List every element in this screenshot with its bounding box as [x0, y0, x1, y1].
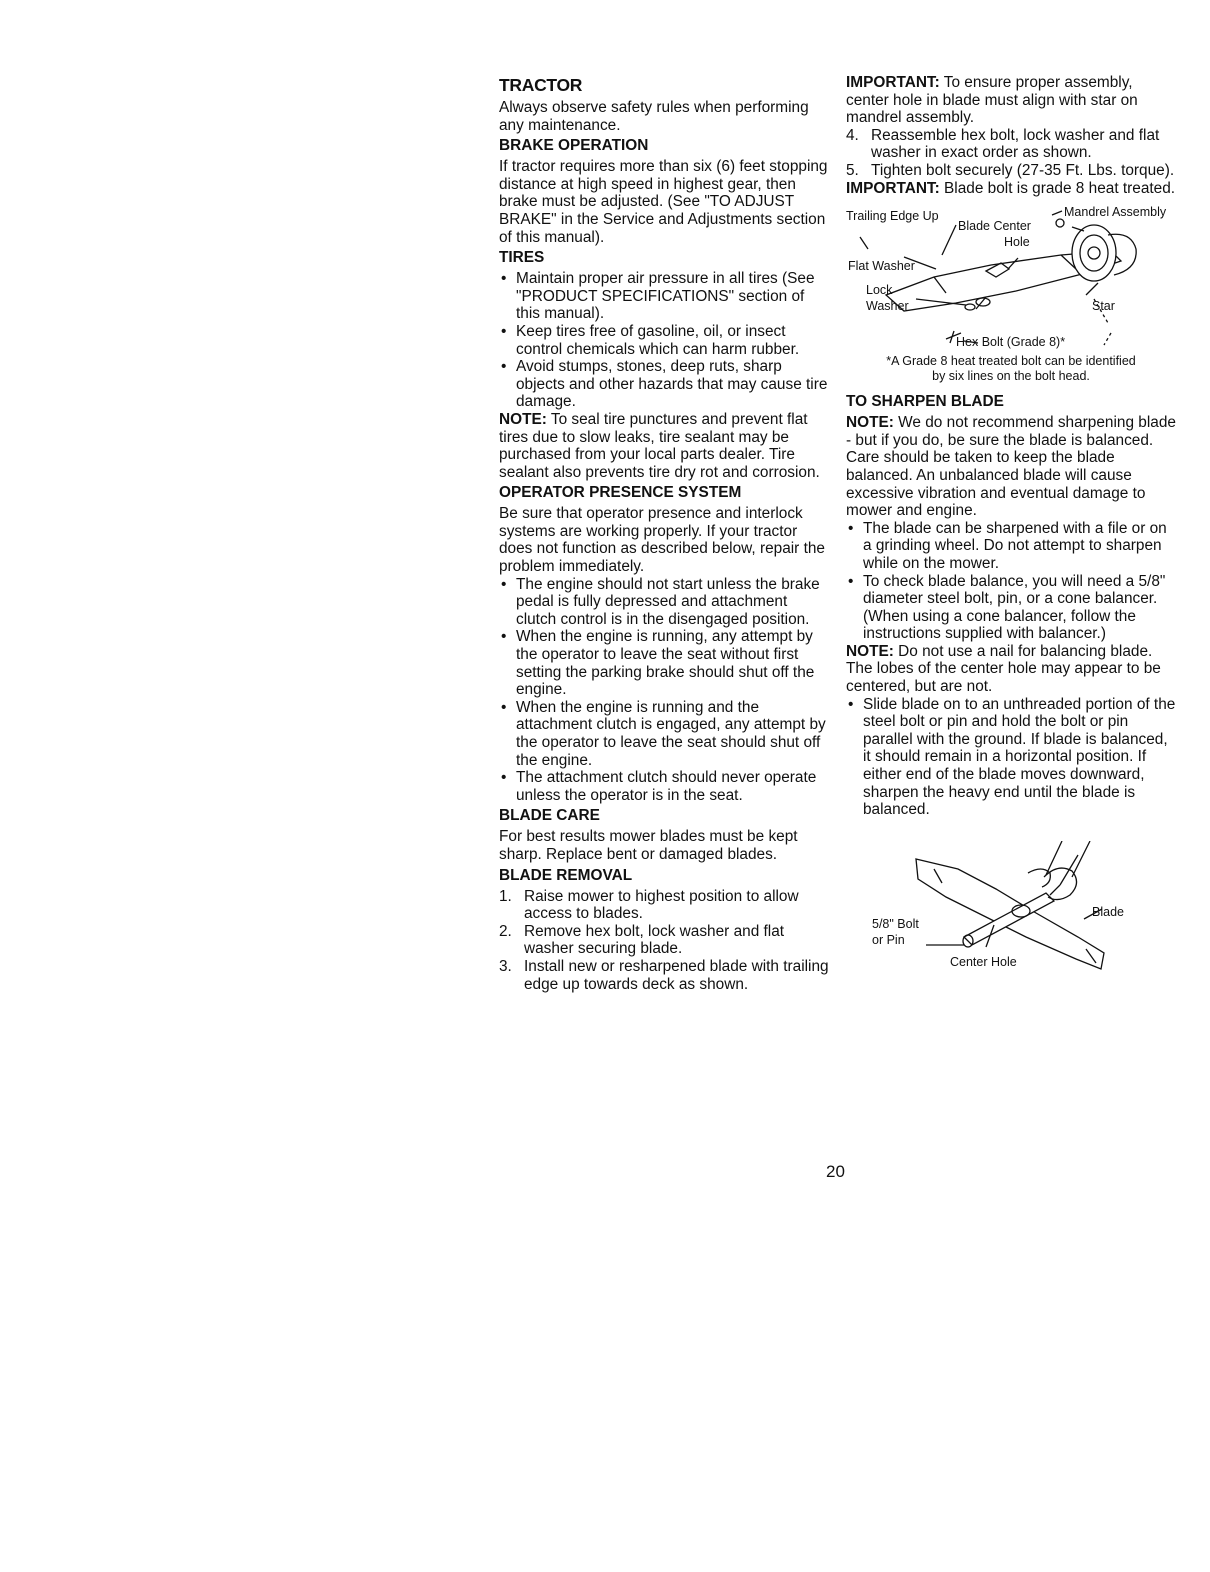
step-number: 5. [846, 161, 859, 179]
blade-balance-diagram [846, 841, 1176, 1006]
important-text: To ensure proper assembly, center hole in blade must align with star on mandrel assembly. [846, 74, 1138, 127]
list-item: • Slide blade on to an unthreaded portion of the steel bolt or pin and hold the bolt or pin parallel with the ground. If blade is balanced, it should remain in a horizontal position. If either end of the blade moves downward, sharpen the heavy end until the blade is balanced. [846, 696, 1176, 819]
reassembly-steps [846, 127, 1176, 180]
tires-note [499, 411, 829, 481]
list-item: • Avoid stumps, stones, deep ruts, sharp objects and other hazards that may cause tire damage. [499, 358, 829, 411]
heading-tires: TIRES [499, 249, 545, 267]
label-washer: Washer [866, 299, 909, 314]
heading-to-sharpen-blade: TO SHARPEN BLADE [846, 393, 1004, 411]
important-label: IMPORTANT: [846, 179, 940, 197]
step-text: Remove hex bolt, lock washer and flat washer securing blade. [524, 922, 785, 958]
ops-text: Be sure that operator presence and interlock systems are working properly. If your tractor does not function as described below, repair the problem immediately. [499, 505, 825, 576]
label-lock: Lock [866, 283, 893, 298]
list-item: • The blade can be sharpened with a file or on a grinding wheel. Do not attempt to sharpen while on the mower. [846, 520, 1176, 573]
step-text: Reassemble hex bolt, lock washer and flat washer in exact order as shown. [871, 126, 1160, 162]
label-hole: Hole [1004, 235, 1030, 250]
label-or-pin: or Pin [872, 932, 905, 947]
list-item [846, 162, 1176, 180]
blade-assembly-diagram [846, 203, 1176, 351]
step-text: Install new or resharpened blade with trailing edge up towards deck as shown. [524, 957, 829, 993]
tires-list [499, 270, 829, 411]
list-item: • To check blade balance, you will need a 5/8" diameter steel bolt, pin, or a cone balancer. (When using a cone balancer, follow the instructions supplied with balancer.) [846, 573, 1176, 643]
sharpen-text: Care should be taken to keep the blade balanced. An unbalanced blade will cause excessive vibration and eventual damage to mower and engine. [846, 449, 1146, 520]
heading-brake-operation: BRAKE OPERATION [499, 137, 649, 155]
balance-note [846, 643, 1176, 696]
right-column [846, 74, 1176, 1006]
important-label: IMPORTANT: [846, 74, 940, 91]
list-item [499, 958, 829, 993]
note-label: NOTE: [846, 642, 894, 660]
intro-text: Always observe safety rules when performing any maintenance. [499, 99, 809, 134]
heading-blade-care: BLADE CARE [499, 807, 600, 825]
important-assembly [846, 74, 1176, 127]
heading-blade-removal: BLADE REMOVAL [499, 866, 633, 884]
section-title-tractor: TRACTOR [499, 75, 583, 95]
step-text: Raise mower to highest position to allow access to blades. [524, 887, 799, 923]
step-number: 4. [846, 126, 859, 144]
label-center-hole: Center Hole [950, 954, 1017, 969]
list-item: • When the engine is running and the attachment clutch is engaged, any attempt by the operator to leave the seat should shut off the engine. [499, 699, 829, 769]
label-trailing-edge: Trailing Edge Up [846, 209, 939, 224]
list-item [499, 888, 829, 923]
ops-list [499, 576, 829, 805]
left-column [499, 74, 829, 993]
list-item: • Maintain proper air pressure in all tires (See "PRODUCT SPECIFICATIONS" section of this manual). [499, 270, 829, 323]
step-number: 3. [499, 957, 512, 975]
label-flat-washer: Flat Washer [848, 259, 915, 274]
note-text: We do not recommend sharpening blade - but if you do, be sure the blade is balanced. [846, 414, 1176, 449]
important-text: Blade bolt is grade 8 heat treated. [939, 179, 1176, 197]
balance-list [846, 696, 1176, 819]
list-item: • When the engine is running, any attempt by the operator to leave the seat without first setting the parking brake should shut off the engine. [499, 628, 829, 698]
brake-text: If tractor requires more than six (6) feet stopping distance at high speed in highest gear, then brake must be adjusted. (See "TO ADJUST BRAKE" in the Service and Adjustments section of this manual). [499, 158, 828, 246]
sharpen-list [846, 520, 1176, 643]
page-number: 20 [826, 1162, 845, 1181]
figure-caption-line-1: *A Grade 8 heat treated bolt can be identified [886, 354, 1136, 369]
note-label: NOTE: [846, 414, 894, 432]
sharpen-note [846, 414, 1176, 449]
label-star: Star [1092, 299, 1115, 314]
figure-caption-line-2: by six lines on the bolt head. [932, 369, 1090, 384]
step-number: 1. [499, 887, 512, 905]
note-label: NOTE: [499, 410, 547, 428]
label-mandrel-assembly: Mandrel Assembly [1064, 205, 1167, 220]
list-item [846, 127, 1176, 162]
label-blade: Blade [1092, 904, 1124, 919]
note-text: Do not use a nail for balancing blade. The lobes of the center hole may appear to be centered, but are not. [846, 642, 1161, 696]
list-item: • The attachment clutch should never operate unless the operator is in the seat. [499, 769, 829, 804]
heading-operator-presence: OPERATOR PRESENCE SYSTEM [499, 484, 742, 502]
list-item: • Keep tires free of gasoline, oil, or insect control chemicals which can harm rubber. [499, 323, 829, 358]
important-bolt-grade [846, 180, 1176, 198]
step-text: Tighten bolt securely (27-35 Ft. Lbs. torque). [871, 161, 1175, 179]
label-blade-center: Blade Center [958, 219, 1031, 234]
label-hex-bolt: Hex Bolt (Grade 8)* [956, 335, 1066, 350]
label-bolt: 5/8" Bolt [872, 916, 919, 931]
blade-removal-steps [499, 888, 829, 994]
blade-care-text: For best results mower blades must be kept sharp. Replace bent or damaged blades. [499, 828, 798, 863]
list-item: • The engine should not start unless the brake pedal is fully depressed and attachment clutch control is in the disengaged position. [499, 576, 829, 629]
note-text: To seal tire punctures and prevent flat tires due to slow leaks, tire sealant may be purchased from your local parts dealer. Tire sealant also prevents tire dry rot and corrosion. [499, 410, 820, 481]
list-item [499, 923, 829, 958]
step-number: 2. [499, 922, 512, 940]
